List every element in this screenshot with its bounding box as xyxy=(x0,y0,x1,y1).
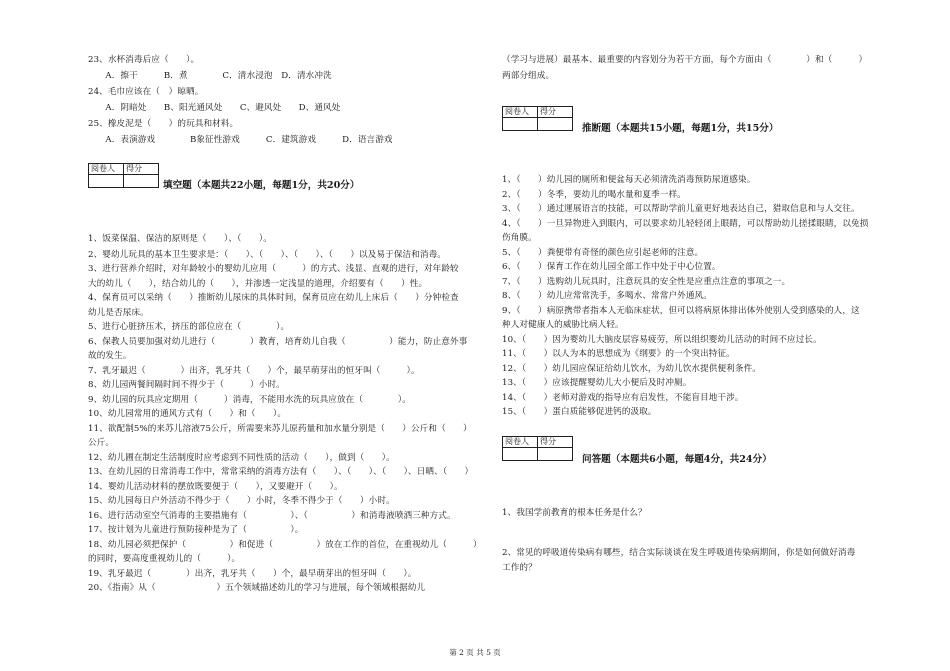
fill-line: 16、进行活动室空气消毒的主要措施有（ ）、（ ）和消毒液喷洒三种方式。 xyxy=(88,511,456,521)
mc-line: A．表演游戏 B象征性游戏 C．建筑游戏 D．语言游戏 xyxy=(88,135,393,145)
fill-line: 3、进行营养介绍时，对年龄较小的婴幼儿应用（ ）的方式、浅显、直观的进行，对年龄较 xyxy=(88,264,459,274)
grader-cell[interactable] xyxy=(503,448,538,461)
judge-line: 15、（ ）蛋白质能够促进钙的汲取。 xyxy=(502,407,657,417)
grader-cell[interactable] xyxy=(89,175,124,188)
grader-label: 阅卷人 xyxy=(89,164,124,175)
fill-line: 幼儿是否尿床。 xyxy=(88,308,149,318)
mc-line: 24、毛巾应该在（ ）晾晒。 xyxy=(88,87,204,97)
mc-line: 23、水杯消毒后应（ ）。 xyxy=(88,55,200,65)
score-cell[interactable] xyxy=(124,175,159,188)
score-cell[interactable] xyxy=(538,448,573,461)
fill-line: 故的发生。 xyxy=(88,351,132,361)
score-box-judge xyxy=(502,106,573,131)
judge-line: 种人对健康人的威胁比病人轻。 xyxy=(502,320,624,330)
judge-line: 2、（ ）冬季，要幼儿的喝水量和夏季一样。 xyxy=(502,190,686,200)
fill-line: 的同时，要高度重视幼儿的（ ）。 xyxy=(88,554,241,564)
fill-line-continued: 两部分组成。 xyxy=(502,71,555,81)
qa-question: 工作的？ xyxy=(502,563,537,573)
fill-line: 1、饭菜保温、保洁的原则是（ ）、（ ）。 xyxy=(88,234,272,244)
qa-question: 1、我国学前教育的根本任务是什么？ xyxy=(502,508,647,518)
fill-line: 大的幼儿（ ），结合幼儿的（ ），并渗透一定浅显的道理，介绍要有（ ）性。 xyxy=(88,279,428,289)
judge-line: 12、（ ）幼儿园应保证给幼儿饮水，为幼儿饮水提供便利条件。 xyxy=(502,364,761,374)
score-cell[interactable] xyxy=(538,118,573,131)
fill-line: 15、幼儿园每日户外活动不得少于（ ）小时，冬季不得少于（ ）小时。 xyxy=(88,496,395,506)
fill-line: 7、乳牙最迟（ ）出齐，乳牙共（ ）个，最早萌芽出的恒牙叫（ ）。 xyxy=(88,366,420,376)
judge-line: 13、（ ）应该提醒婴幼儿大小便后及时冲厕。 xyxy=(502,378,692,388)
fill-line: 14、婴幼儿活动材料的摆放既要便于（ ），又要避开（ ）。 xyxy=(88,482,343,492)
fill-line: 11、欲配制5%的来苏儿溶液75公斤，所需要来苏儿原药量和加水量分别是（ ）公斤和（ ） xyxy=(88,424,472,434)
fill-line: 2、婴幼儿玩具的基本卫生要求是：（ ）、（ ）、（ ）、（ ）以及易于保洁和消毒。 xyxy=(88,250,446,260)
fill-line: 10、幼儿园常用的通风方式有（ ）和（ ）。 xyxy=(88,409,287,419)
judge-line: 4、（ ）一旦异物进入到眼内，可以要求幼儿轻轻闭上眼睛，可以帮助幼儿搓揉眼睛，以免损 xyxy=(502,219,869,229)
fill-line: 20、《指南》从（ ）五个领域描述幼儿的学习与进展，每个领域根据幼儿 xyxy=(88,583,426,593)
judge-section-title: 推断题（本题共15小题，每题1分，共15分） xyxy=(582,123,779,134)
fill-line: 8、幼儿园两餐间隔时间不得少于（ ）小时。 xyxy=(88,380,285,390)
judge-line: 10、（ ）因为婴幼儿大脑皮层容易疲劳，所以组织婴幼儿活动的时间不应过长。 xyxy=(502,335,822,345)
fill-line: 4、保育员可以采纳（ ）推断幼儿尿床的具体时间，保育员应在幼儿上床后（ ）分钟检查 xyxy=(88,293,459,303)
fill-line: 12、幼儿圃在制定生活制度时应考虑到不同性质的活动（ ），做到（ ）。 xyxy=(88,453,395,463)
judge-line: 5、（ ）粪便带有奇怪的颜色应引起老师的注意。 xyxy=(502,248,704,258)
fill-line: 18、幼儿园必须把保护（ ）和促进（ ）放在工作的首位，在重视幼儿（ ） xyxy=(88,540,482,550)
judge-line: 11、（ ）以人为本的思想成为《纲要》的一个突出特征。 xyxy=(502,349,735,359)
fill-line: 9、幼儿园的玩具应定期用（ ）消毒，不能用水洗的玩具应放在（ ）。 xyxy=(88,395,411,405)
fill-line: 公斤。 xyxy=(88,438,115,448)
qa-section-title: 问答题（本题共6小题，每题4分，共24分） xyxy=(582,454,772,465)
judge-line: 8、（ ）幼儿应常常洗手，多喝水、常常户外通风。 xyxy=(502,291,712,301)
judge-line: 1、（ ）幼儿园的厕所和便盆每天必须清洗消毒预防尿道感染。 xyxy=(502,175,756,185)
fill-line: 17、按计划为儿童进行预防接种是为了（ ）。 xyxy=(88,525,304,535)
grader-cell[interactable] xyxy=(503,118,538,131)
fill-line: 5、进行心脏挤压术，挤压的部位应在（ ）。 xyxy=(88,322,290,332)
page-footer: 第 2 页 共 5 页 xyxy=(449,648,501,657)
fill-line: 6、保教人员要加强对幼儿进行（ ）教育，培育幼儿自我（ ）能力，防止意外事 xyxy=(88,337,468,347)
score-label: 得分 xyxy=(538,107,573,118)
mc-line: A．阴暗处 B、阳光通风处 C、避风处 D、通风处 xyxy=(88,103,341,113)
qa-question: 2、常见的呼吸道传染病有哪些，结合实际谈谈在发生呼吸道传染病期间，你是如何做好消毒 xyxy=(502,548,856,558)
judge-line: 14、（ ）老师对游戏的指导应有启发性，不能盲目地干涉。 xyxy=(502,393,744,403)
score-box-qa xyxy=(502,436,573,461)
mc-line: A．擦干 B．煮 C．清水浸泡 D．清水冲洗 xyxy=(88,71,332,81)
score-box-fill xyxy=(88,163,159,188)
fill-line-continued: （学习与进展）最基本、最重要的内容划分为若干方面，每个方面由（ ）和（ ） xyxy=(502,55,868,65)
fill-line: 19、乳牙最迟（ ）出齐，乳牙共（ ）个，最早萌芽出的恒牙叫（ ）。 xyxy=(88,569,417,579)
mc-line: 25、橡皮泥是（ ）的玩具和材料。 xyxy=(88,119,239,129)
judge-line: 3、（ ）通过運展语言的技能，可以帮助学前儿童更好地表达自己，猎取信息和与人交往。 xyxy=(502,204,860,214)
grader-label: 阅卷人 xyxy=(503,437,538,448)
judge-line: 6、（ ）保育工作在幼儿园全部工作中处于中心位置。 xyxy=(502,262,721,272)
judge-line: 7、（ ）选购幼儿玩具时，注意玩具的安全性是应重点注意的事项之一。 xyxy=(502,277,791,287)
fill-line: 13、在幼儿园的日常消毒工作中，常常采纳的消毒方法有（ ）、（ ）、（ ）、日晒、（ ） xyxy=(88,467,474,477)
score-label: 得分 xyxy=(538,437,573,448)
fill-section-title: 填空题（本题共22小题，每题1分，共20分） xyxy=(163,180,360,191)
grader-label: 阅卷人 xyxy=(503,107,538,118)
judge-line: 9、（ ）病原携带者指本人无临床症状，但可以将病原体排出体外使别人受到感染的人，这 xyxy=(502,306,860,316)
score-label: 得分 xyxy=(124,164,159,175)
judge-line: 伤角膜。 xyxy=(502,233,537,243)
